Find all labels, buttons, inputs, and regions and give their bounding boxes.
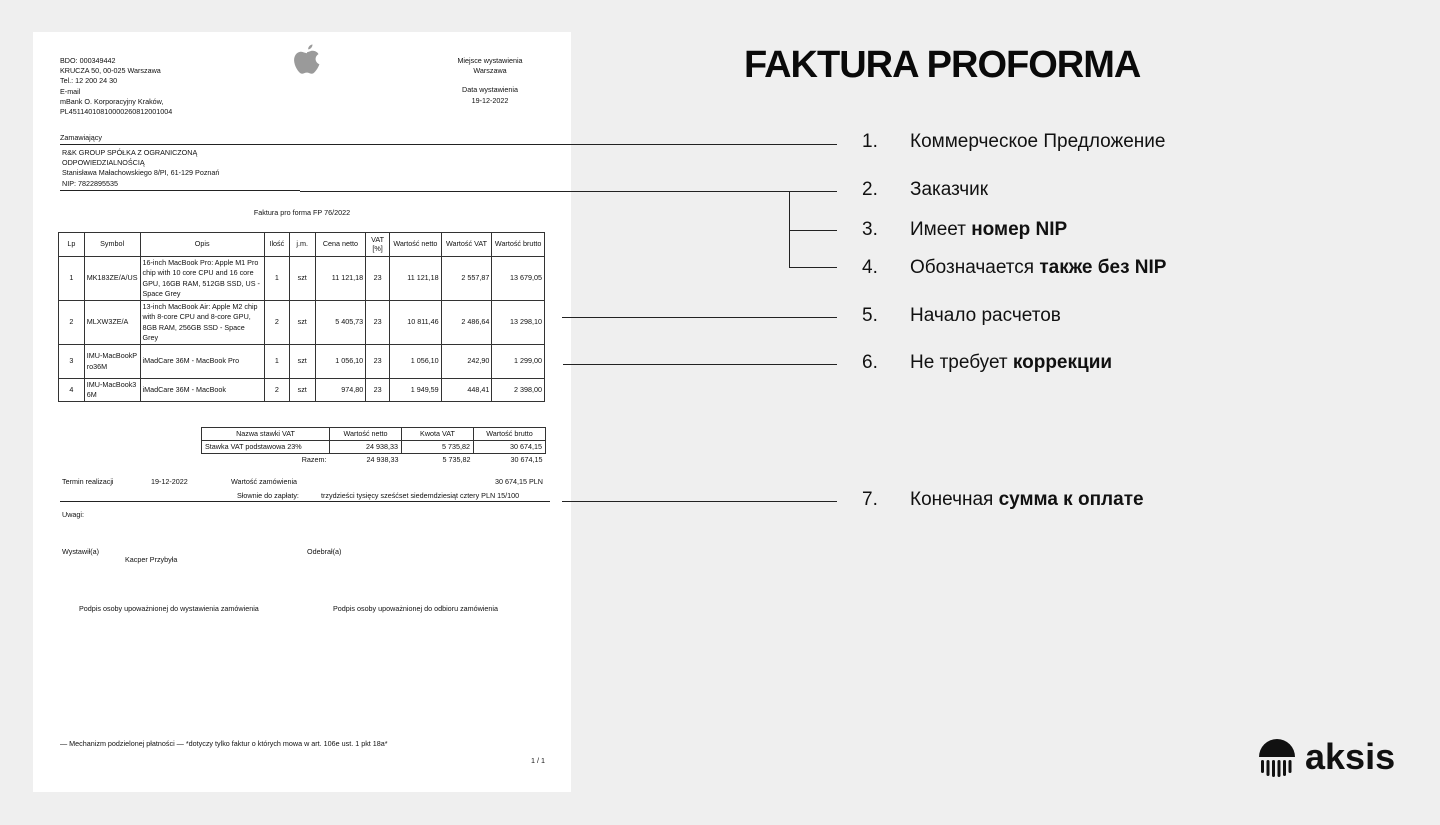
issuer-signature-caption: Podpis osoby upoważnionej do wystawienia zamówienia xyxy=(79,604,259,613)
item-net: 11 121,18 xyxy=(390,257,442,301)
item-symbol: MLXW3ZE/A xyxy=(84,301,140,345)
item-gross: 13 298,10 xyxy=(492,301,545,345)
col-vat-value: Wartość VAT xyxy=(441,233,492,257)
item-net: 1 949,59 xyxy=(390,379,442,402)
receiver-label: Odebrał(a) xyxy=(307,547,342,556)
vat-col-name: Nazwa stawki VAT xyxy=(202,428,330,441)
table-row xyxy=(59,345,545,379)
item-lp: 3 xyxy=(59,345,85,379)
vat-summary-table xyxy=(201,427,546,467)
invoice-document xyxy=(33,32,571,792)
order-value: 30 674,15 PLN xyxy=(495,477,543,486)
vat-amount: 5 735,82 xyxy=(402,441,474,454)
connector-line-6 xyxy=(563,364,837,365)
item-vat-rate: 23 xyxy=(366,345,390,379)
termin-value: 19-12-2022 xyxy=(151,477,188,486)
annotation-text: Конечная xyxy=(910,489,999,510)
brand-logo xyxy=(1257,736,1395,778)
item-unit: szt xyxy=(289,345,315,379)
item-quantity: 1 xyxy=(264,345,289,379)
col-netto: Wartość netto xyxy=(390,233,442,257)
annotation-1 xyxy=(862,131,1165,153)
annotation-6 xyxy=(862,352,1112,374)
annotation-text: Имеет xyxy=(910,219,972,240)
sender-account: PL45114010810000260812001004 xyxy=(60,107,173,117)
issuer-label: Wystawił(a) xyxy=(62,547,100,556)
annotation-text: Обозначается xyxy=(910,257,1040,278)
item-lp: 4 xyxy=(59,379,85,402)
table-row xyxy=(202,454,546,467)
page-title: FAKTURA PROFORMA xyxy=(744,44,1141,86)
col-jm: j.m. xyxy=(289,233,315,257)
connector-line-5 xyxy=(562,317,837,318)
annotation-number: 5. xyxy=(862,305,878,326)
issuer-name: Kacper Przybyła xyxy=(125,555,178,564)
item-price: 1 056,10 xyxy=(315,345,366,379)
col-ilosc: Ilość xyxy=(264,233,289,257)
buyer-block xyxy=(62,148,219,189)
col-vat: VAT [%] xyxy=(366,233,390,257)
receiver-signature-caption: Podpis osoby upoważnionej do odbioru zamówienia xyxy=(333,604,499,613)
col-lp: Lp xyxy=(59,233,85,257)
annotation-2 xyxy=(862,179,988,201)
vat-net: 24 938,33 xyxy=(330,441,402,454)
buyer-label: Zamawiający xyxy=(60,133,102,142)
buyer-line1: R&K GROUP SPÓŁKA Z OGRANICZONĄ xyxy=(62,148,198,157)
item-net: 1 056,10 xyxy=(390,345,442,379)
annotation-5 xyxy=(862,305,1061,327)
annotation-bold: сумма к оплате xyxy=(998,489,1144,510)
item-description: iMadCare 36M - MacBook Pro xyxy=(140,345,264,379)
annotation-bold: также без NIP xyxy=(1039,257,1167,278)
annotation-number: 6. xyxy=(862,352,878,373)
item-symbol: MK183ZE/A/US xyxy=(84,257,140,301)
item-unit: szt xyxy=(289,301,315,345)
date-value: 19-12-2022 xyxy=(471,95,509,105)
item-symbol: IMU-MacBookPro36M xyxy=(84,345,140,379)
vat-col-net: Wartość netto xyxy=(330,428,402,441)
item-vat-rate: 23 xyxy=(366,379,390,402)
annotation-number: 2. xyxy=(862,179,878,200)
item-unit: szt xyxy=(289,379,315,402)
vat-header-row xyxy=(202,428,546,441)
connector-line-7 xyxy=(562,501,837,502)
connector-line-1 xyxy=(60,144,837,145)
item-quantity: 2 xyxy=(264,379,289,402)
total-label: Razem: xyxy=(301,455,327,465)
item-unit: szt xyxy=(289,257,315,301)
item-lp: 2 xyxy=(59,301,85,345)
aksis-logo-icon xyxy=(1257,736,1297,778)
item-gross: 2 398,00 xyxy=(492,379,545,402)
total-gross: 30 674,15 xyxy=(510,455,543,465)
item-vat-rate: 23 xyxy=(366,257,390,301)
document-title: Faktura pro forma FP 76/2022 xyxy=(253,208,351,217)
apple-logo-icon xyxy=(292,43,322,79)
item-symbol: IMU-MacBook36M xyxy=(84,379,140,402)
sender-tel: Tel.: 12 200 24 30 xyxy=(60,76,118,86)
connector-line-4 xyxy=(789,267,837,268)
order-value-label: Wartość zamówienia xyxy=(231,477,298,486)
table-row xyxy=(59,301,545,345)
item-price: 5 405,73 xyxy=(315,301,366,345)
sender-email: E-mail xyxy=(60,86,81,96)
items-header-row xyxy=(59,233,545,257)
place-date-block xyxy=(435,56,545,106)
item-description: iMadCare 36M - MacBook xyxy=(140,379,264,402)
date-label: Data wystawienia xyxy=(462,85,518,95)
amount-in-words: trzydzieści tysięcy sześćset siedemdziesiąt cztery PLN 15/100 xyxy=(321,491,520,500)
amount-in-words-label: Słownie do zapłaty: xyxy=(237,491,299,500)
table-row xyxy=(202,441,546,454)
termin-label: Termin realizacji xyxy=(62,477,114,486)
col-brutto: Wartość brutto xyxy=(492,233,545,257)
annotation-bold: номер NIP xyxy=(971,219,1068,240)
buyer-nip: NIP: 7822895535 xyxy=(62,178,118,188)
divider xyxy=(60,501,550,502)
item-gross: 1 299,00 xyxy=(492,345,545,379)
page-number: 1 / 1 xyxy=(531,756,545,765)
sender-bank: mBank O. Korporacyjny Kraków, xyxy=(60,96,164,106)
item-net: 10 811,46 xyxy=(390,301,442,345)
item-description: 13-inch MacBook Air: Apple M2 chip with 8-core CPU and 8-core GPU, 8GB RAM, 256GB SSD - Space Grey xyxy=(140,301,264,345)
vat-col-gross: Wartość brutto xyxy=(474,428,546,441)
footer-note: — Mechanizm podzielonej płatności — *dotyczy tylko faktur o których mowa w art. 106e ust. 1 pkt 18a* xyxy=(60,739,388,748)
item-gross: 13 679,05 xyxy=(492,257,545,301)
item-description: 16-inch MacBook Pro: Apple M1 Pro chip with 10 core CPU and 16 core GPU, 16GB RAM, 512GB SSD, US - Space Grey xyxy=(140,257,264,301)
item-vat-value: 2 557,87 xyxy=(441,257,492,301)
brand-name: aksis xyxy=(1305,736,1396,777)
col-opis: Opis xyxy=(140,233,264,257)
annotation-text: Заказчик xyxy=(910,179,989,200)
item-vat-value: 242,90 xyxy=(441,345,492,379)
annotation-text: Коммерческое Предложение xyxy=(910,131,1166,152)
connector-line-2 xyxy=(300,191,837,192)
vat-col-vat: Kwota VAT xyxy=(402,428,474,441)
item-price: 11 121,18 xyxy=(315,257,366,301)
connector-line-3 xyxy=(789,230,837,231)
item-vat-rate: 23 xyxy=(366,301,390,345)
item-vat-value: 2 486,64 xyxy=(441,301,492,345)
total-vat: 5 735,82 xyxy=(442,455,471,465)
item-vat-value: 448,41 xyxy=(441,379,492,402)
sender-block xyxy=(60,56,172,117)
item-price: 974,80 xyxy=(315,379,366,402)
total-net: 24 938,33 xyxy=(366,455,399,465)
notes-label: Uwagi: xyxy=(62,510,84,519)
col-cena: Cena netto xyxy=(315,233,366,257)
place-value: Warszawa xyxy=(473,66,507,76)
annotation-7 xyxy=(862,489,1144,511)
buyer-line2: ODPOWIEDZIALNOŚCIĄ xyxy=(62,158,145,168)
annotation-number: 1. xyxy=(862,131,878,152)
col-symbol: Symbol xyxy=(84,233,140,257)
table-row xyxy=(59,257,545,301)
divider xyxy=(60,190,300,191)
vat-gross: 30 674,15 xyxy=(474,441,546,454)
annotation-bold: коррекции xyxy=(1012,352,1113,373)
sender-address: KRUCZA 50, 00-025 Warszawa xyxy=(60,66,161,76)
item-lp: 1 xyxy=(59,257,85,301)
annotation-text: Не требует xyxy=(910,352,1013,373)
vat-rate-name: Stawka VAT podstawowa 23% xyxy=(202,441,330,454)
items-table xyxy=(58,232,545,402)
place-label: Miejsce wystawienia xyxy=(457,56,523,65)
table-row xyxy=(59,379,545,402)
buyer-line3: Stanisława Małachowskiego 8/PI, 61-129 Poznań xyxy=(62,168,220,178)
item-quantity: 2 xyxy=(264,301,289,345)
annotation-number: 4. xyxy=(862,257,878,278)
annotation-number: 3. xyxy=(862,219,878,240)
annotation-number: 7. xyxy=(862,489,878,510)
item-quantity: 1 xyxy=(264,257,289,301)
annotation-text: Начало расчетов xyxy=(910,305,1061,326)
annotation-4 xyxy=(862,257,1166,279)
sender-bdo: BDO: 000349442 xyxy=(60,56,116,65)
annotation-3 xyxy=(862,219,1067,241)
